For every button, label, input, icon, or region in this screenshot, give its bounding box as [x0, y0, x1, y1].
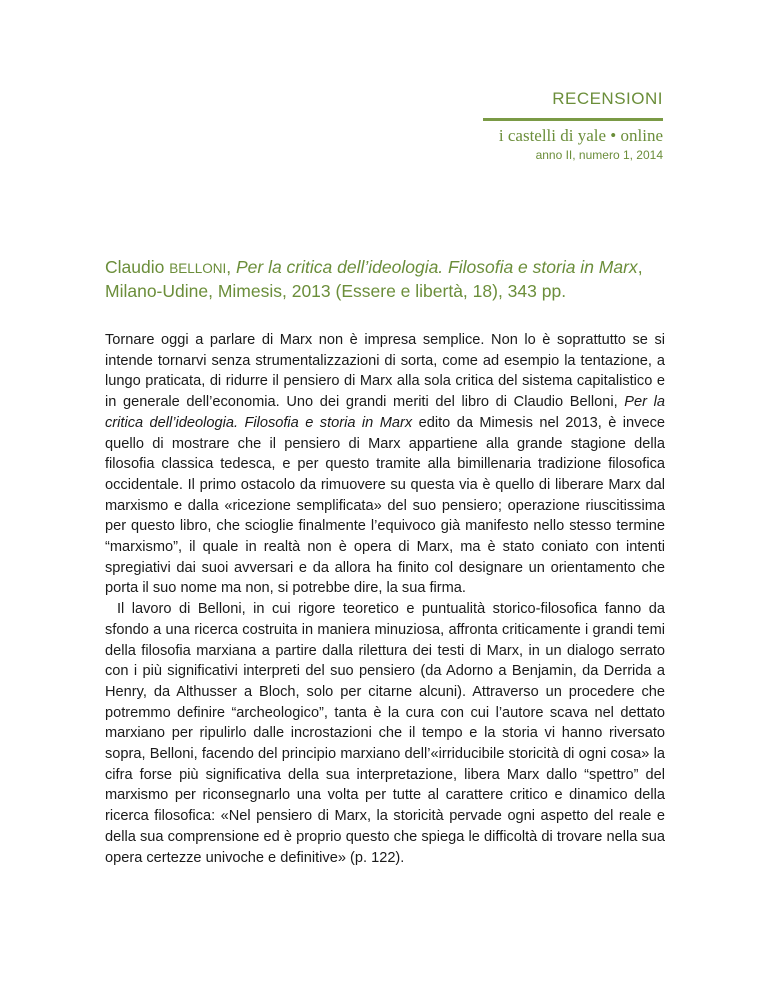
paragraph-1-part-1: Tornare oggi a parlare di Marx non è impresa semplice. Non lo è soprattutto se si intende tornarvi senza strumentalizzazioni di sorta, come ad esempio la tentazione, a lungo praticata, di ridurre il pensiero di Marx alla sola critica del sistema capitalistico e in generale dell’economia. Uno dei grandi meriti del libro di Claudio Belloni, [105, 332, 665, 411]
publication-details: , Milano-Udine, Mimesis, 2013 (Essere e libertà, 18), 343 pp. [105, 257, 643, 301]
section-title: RECENSIONI [552, 89, 663, 108]
author-last-name: BELLONI [169, 261, 227, 276]
header-rule [483, 118, 663, 121]
running-header [363, 88, 663, 164]
paragraph-1-book-title: Per la critica dell’ideologia. Filosofia e storia in Marx [105, 394, 665, 431]
book-citation [105, 256, 670, 302]
review-body [105, 330, 665, 868]
paragraph-1-part-2: edito da Mimesis nel 2013, è invece quello di mostrare che il pensiero di Marx appartiene alla grande stagione della filosofia classica tedesca, e per questo tramite alla bimillenaria tradizione filosofica occidentale. Il primo ostacolo da rimuovere su questa via è quello di liberare Marx dal marxismo e dalla «ricezione semplificata» del suo pensiero; operazione riuscitissima per questo libro, che scioglie finalmente l’equivoco già manifesto nello stesso termine “marxismo”, il quale in realtà non è opera di Marx, ma è stato coniato con intenti spregiativi dai suoi avversari e da allora ha finito col designare un orientamento che porta il suo nome ma non, si potrebbe dire, la sua firma. [105, 414, 665, 597]
issue-info: anno II, numero 1, 2014 [535, 148, 663, 162]
paragraph-2: Il lavoro di Belloni, in cui rigore teoretico e puntualità storico-filosofica fanno da sfondo a una ricerca costruita in maniera minuziosa, affronta criticamente i grandi temi della filosofia marxiana a partire dalla rilettura dei testi di Marx, in un dialogo serrato con i più significativi interpreti del suo pensiero (da Adorno a Benjamin, da Derrida a Henry, da Althusser a Bloch, solo per citarne alcuni). Attraverso un procedere che potremmo definire “archeologico”, tanta è la cura con cui l’autore scava nel dettato marxiano per ripulirlo dalle incrostazioni che il tempo e la storia vi hanno riversato sopra, Belloni, facendo del principio marxiano dell’«irriducibile storicità di ogni cosa» la cifra forse più significativa della sua interpretazione, libera Marx dallo “spettro” del marxismo per riconsegnarlo una volta per tutte al carattere critico e dinamico della ricerca filosofica: «Nel pensiero di Marx, la storicità pervade ogni aspetto del reale e della sua comprensione ed è proprio questo che spiega le difficoltà di trovare nella sua opera certezze univoche e definitive» (p. 122). [105, 601, 665, 866]
book-title: Per la critica dell’ideologia. Filosofia e storia in Marx [235, 257, 638, 277]
journal-name: i castelli di yale • online [498, 126, 663, 145]
citation-separator: , [226, 257, 236, 277]
author-first-name: Claudio [105, 257, 170, 277]
paragraph-1 [105, 330, 665, 599]
